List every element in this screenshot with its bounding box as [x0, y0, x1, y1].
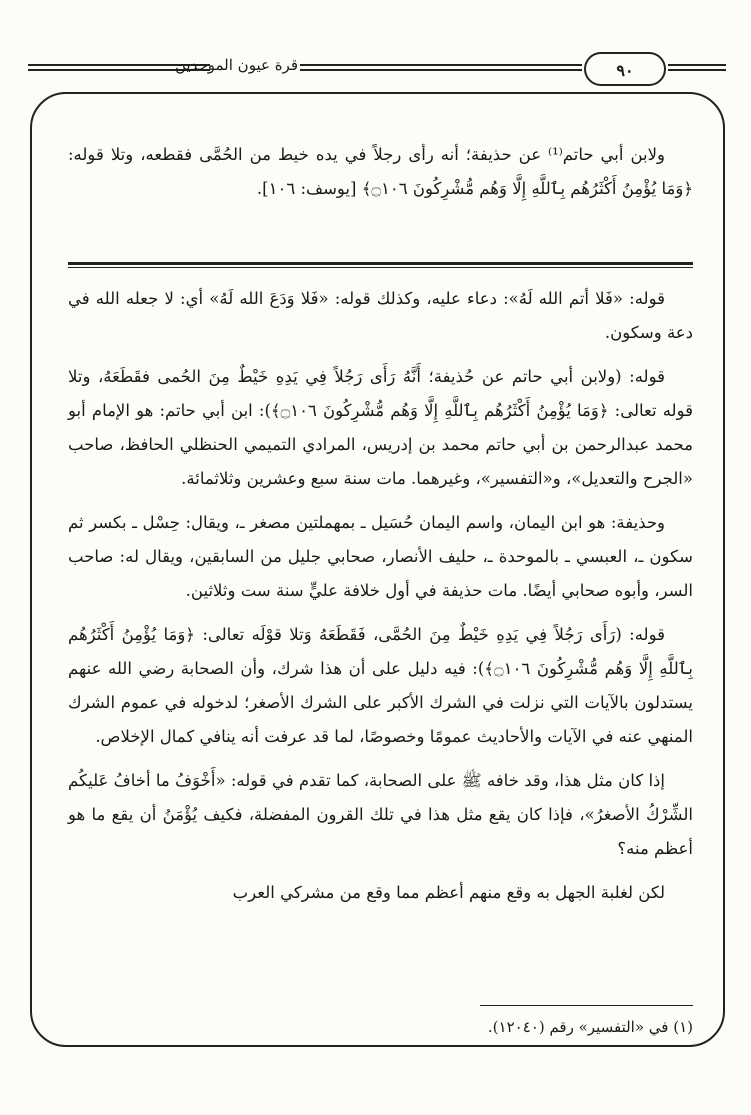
footnote-divider [480, 1005, 693, 1006]
hadith-paragraph: ولابن أبي حاتم⁽¹⁾ عن حذيفة؛ أنه رأى رجلاً في يده خيط من الحُمَّى فقطعه، وتلا قوله: ﴿وَمَا يُؤْمِنُ أَكْثَرُهُم بِٱللَّهِ إِلَّا وَهُم مُّشْرِكُونَ ۝١٠٦﴾ [يوسف: ١٠٦]. [68, 145, 693, 198]
commentary-paragraph-3: وحذيفة: هو ابن اليمان، واسم اليمان حُسَيل ـ بمهملتين مصغر ـ، ويقال: حِسْل ـ بكسر ثم سكون ـ، العبسي ـ بالموحدة ـ، حليف الأنصار، صحابي جليل من السابقين، ويقال له: صاحب السر، وأبوه صحابي أيضًا. مات حذيفة في أول خلافة عليٍّ سنة ست وثلاثين. [68, 513, 693, 600]
section-divider [68, 262, 693, 268]
page-header [0, 50, 751, 94]
commentary-paragraph-6: لكن لغلبة الجهل به وقع منهم أعظم مما وقع من مشركي العرب [232, 883, 665, 902]
running-title: قرة عيون الموحدين [175, 56, 298, 74]
commentary-paragraph-2: قوله: (ولابن أبي حاتم عن حُذيفة؛ أَنَّهُ رَأَى رَجُلاً فِي يَدِهِ خَيْطٌ مِنَ الحُمى فقَطَعَهُ، وتلا قوله تعالى: ﴿وَمَا يُؤْمِنُ أَكْثَرُهُم بِٱللَّهِ إِلَّا وَهُم مُّشْرِكُونَ ۝١٠٦﴾): ابن أبي حاتم: هو الإمام أبو محمد عبدالرحمن بن أبي حاتم محمد بن إدريس، المرادي التميمي الحنظلي الحافظ، صاحب «الجرح والتعديل»، و«التفسير»، وغيرهما. مات سنة سبع وعشرين وثلاثمائة. [68, 367, 693, 488]
commentary-paragraph-1: قوله: «فَلا أتم الله لَهُ»: دعاء عليه، وكذلك قوله: «فَلا وَدَعَ الله لَهُ» أي: لا جعله الله في دعة وسكون. [68, 289, 693, 342]
commentary-section [68, 282, 693, 920]
main-text-section [68, 138, 693, 216]
commentary-paragraph-5: إذا كان مثل هذا، وقد خافه ﷺ على الصحابة، كما تقدم في قوله: «أَخْوَفُ ما أخافُ عَليكُم الشِّرْكُ الأصغرُ»، فإذا كان يقع مثل هذا في تلك القرون المفضلة، فكيف يُؤْمَنُ أن يقع ما هو أعظم منه؟ [68, 771, 693, 858]
commentary-paragraph-4: قوله: (رَأَى رَجُلاً فِي يَدِهِ خَيْطٌ مِنَ الحُمَّى، فَقَطَعَهُ وَتلا قوْلَه تعالى: ﴿وَمَا يُؤْمِنُ أَكْثَرُهُم بِٱللَّهِ إِلَّا وَهُم مُّشْرِكُونَ ۝١٠٦﴾): فيه دليل على أن هذا شرك، وأن الصحابة رضي الله عنهم يستدلون بالآيات التي نزلت في الشرك الأكبر على الشرك الأصغر؛ لدخوله في عموم الشرك المنهي عنه في الآيات والأحاديث عمومًا وخصوصًا، لما قد عرفت أنه ينافي كمال الإخلاص. [68, 625, 693, 746]
header-rule-right [668, 64, 726, 71]
footnote: (١) في «التفسير» رقم (١٢٠٤٠). [487, 1018, 693, 1036]
page-number: ٩٠ [584, 52, 666, 86]
header-rule-middle [300, 64, 582, 71]
